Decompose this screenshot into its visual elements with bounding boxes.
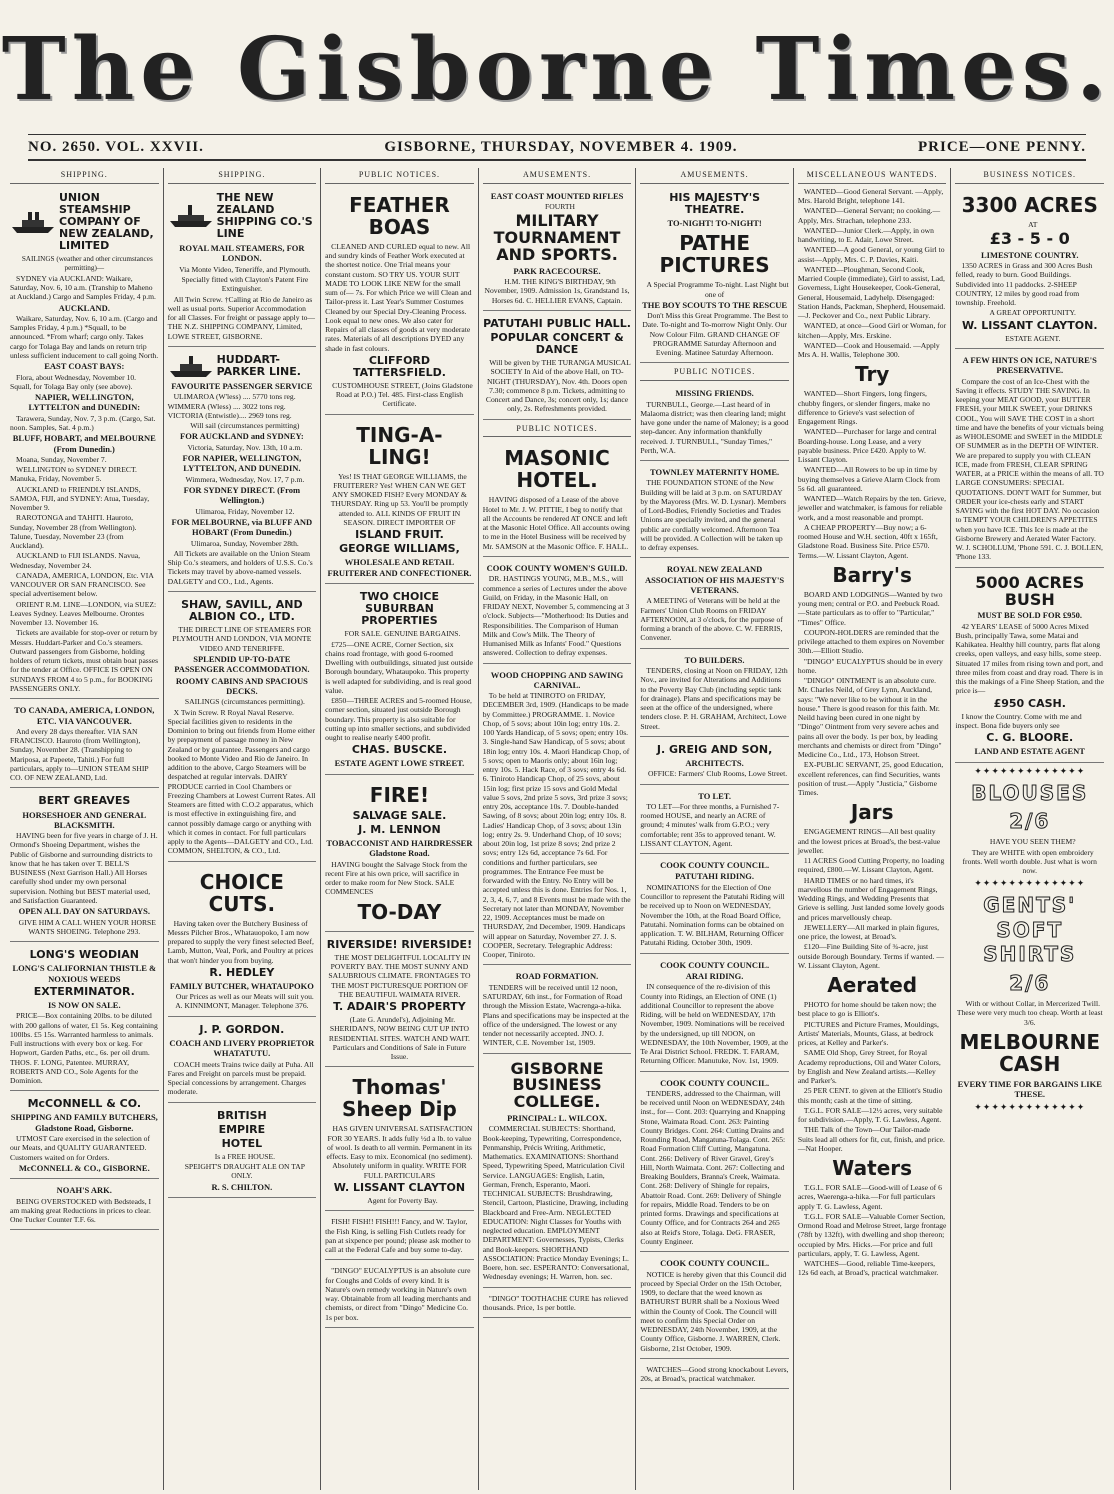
section-heading: FOR MELBOURNE, via BLUFF AND HOBART (From Dunedin.) xyxy=(171,516,313,538)
section-heading: EAST COAST BAYS: xyxy=(44,361,125,372)
suburban-ad xyxy=(325,586,474,775)
text-block: With or without Collar, in Mercerized Twill. These were very much too cheap. Worth at least 3/6. xyxy=(956,999,1103,1027)
wanted-item: WANTED—General Servant; no cooking.—Apply, Mrs. Strachan, telephone 233. xyxy=(797,206,941,225)
ad-title: LONG'S WEODIAN xyxy=(29,948,139,962)
arai-riding-ad xyxy=(640,956,789,1072)
text-block: TENDERS, addressed to the Chairman, will be received until Noon on WEDNESDAY, 24th inst., for— Cont. 203: Quarrying and Knapping Stone, Waimata Road. Cont. 263: Painting County Bridges. Cont. 264: Cutting Drains and Rounding Road, Mangatuna-Tolaga. Cont. 265: Road Formation Cliff Cutting, Mangatuna. Cont. 266: Delivery of River Gravel, Grey's Hill, North Waimata. Cont. 267: Collecting and Breaking Boulders, Branna's Creek, Waimata. Cont. 268: Delivery of Shingle for repairs, Abattoir Road. Cont. 269: Delivery of Shingle for repairs, Middle Road. Tenders to be on printed forms. Drawings and specifications at County Office, and for Contracts 264 and 265 also at Reid's Store, Tolaga. DeG. FRASER, County Engineer. xyxy=(640,1088,786,1246)
ad-title: ISLAND FRUIT. xyxy=(355,528,444,542)
text-block: WELLINGTON to SYDNEY DIRECT. Manuka, Friday, November 5. xyxy=(10,465,137,484)
text-block: IN consequence of the re-division of this County into Ridings, an Election of ONE (1) additional Councillor to represent the above Riding, will be held on WEDNESDAY, 17th November, 1909. Nominations will be received by the undersigned, up till NOON, on WEDNESDAY, the 10th November, 1909, at the Te Arai District School. FREDK. T. FARAM, Returning Officer. Manutuke, Nov. 1st, 1909. xyxy=(640,982,789,1066)
ad-title: McCONNELL & CO., GISBORNE. xyxy=(18,1162,150,1173)
text-block: FOR SALE. GENUINE BARGAINS. xyxy=(344,629,461,639)
wanted-item: WANTED—A good General, or young Girl to assist—Apply, Mrs. C. P. Davies, Kaiti. xyxy=(797,245,945,264)
ad-title: HOTEL xyxy=(221,1136,263,1150)
ting-a-ling-ad xyxy=(325,417,474,584)
text-block: Ulimaroa, Sunday, November 28th. xyxy=(190,538,299,548)
wanted-item: HARD TIMES or no hard times, it's marvellous the number of Engagement Rings, Wedding Rings, and Wedding Presents that Grieve is selling. Just landed some lovely goods and prices marvellously cheap. xyxy=(797,875,945,922)
ad-subtitle: FAMILY BUTCHER, WHATAUPOKO xyxy=(169,980,314,991)
wanted-item: PHOTO for home should be taken now; the best place to go is Elliott's. xyxy=(797,1000,937,1019)
ad-title: A FEW HINTS ON ICE, NATURE'S PRESERVATIVE. xyxy=(962,355,1097,376)
text-block: 42 YEARS' LEASE of 5000 Acres Mixed Bush, principally Tawa, some Matai and Kahikatea. Healthy hill country, parts flat along creeks, open valleys, and easy hills, some steep. Situated 17 miles from rising town and port, and three miles from coast and dray road. There is in this the makings of a Fine Sheep Station, and the price is— xyxy=(955,621,1104,696)
ad-subtitle: MUST BE SOLD FOR £950. xyxy=(977,610,1082,621)
column-5 xyxy=(636,168,794,1490)
ad-title: TWO CHOICE SUBURBAN PROPERTIES xyxy=(359,590,440,628)
ad-title: EXTERMINATOR. xyxy=(33,984,135,998)
ad-subtitle: EVERY TIME FOR BARGAINS LIKE THESE. xyxy=(957,1078,1102,1100)
wanted-item: WANTED—Good General Servant. —Apply, Mrs. Harold Bright, telephone 141. xyxy=(797,186,944,205)
ornament-divider: ✦✦✦✦✦✦✦✦✦✦✦✦✦ xyxy=(974,878,1086,889)
text-block: SAILINGS (circumstances permitting). xyxy=(184,697,305,707)
masthead-title: The Gisborne Times. xyxy=(1,18,1113,120)
text-block: FOURTH xyxy=(545,202,575,212)
text-block: Will sail (circumstances permitting) xyxy=(190,421,300,431)
text-block: Our Prices as well as our Meats will suit you. A. KINNIMONT, Manager. Telephone 376. xyxy=(175,992,314,1011)
riverside-ad xyxy=(325,934,474,1068)
ad-subtitle: ARAI RIDING. xyxy=(685,970,744,981)
text-block: All Tickets are available on the Union Steam Ship Co.'s steamers, and holders of U.S.S. Co.'s Tickets may travel by above-named vessels. DALGETY and CO., Ltd., Agents. xyxy=(167,548,313,586)
veterans-ad xyxy=(640,560,789,648)
ad-subtitle: THE BOY SCOUTS TO THE RESCUE xyxy=(642,299,788,310)
text-block: They are WHITE with open embroidery fronts. Well worth double. Just what is worn now. xyxy=(962,847,1097,876)
text-block: £725—ONE ACRE, Corner Section, six chains road frontage, with good 6-roomed Dwelling with outbuildings, situated just outside Borough boundary, Whataupoko. This property is well adapted for subdividing, and is real good value. xyxy=(325,639,473,695)
section-heading: AUCKLAND. xyxy=(58,302,110,313)
text-block: Don't Miss this Great Programme. The Best to Date. To-night and To-morrow Night Only. Our Now Colour Film. GRAND CHANGE OF PROGRAMME Saturday Afternoon and Evening. Matinee Saturday Afternoon. xyxy=(642,311,789,358)
ice-ad xyxy=(955,351,1104,568)
ad-subtitle: PATUTAHI RIDING. xyxy=(675,871,755,882)
limestone-ad xyxy=(955,187,1104,349)
ad-title: TO-DAY xyxy=(357,899,442,924)
wanted-item: WATCHES—Good, reliable Time-keepers, 12s 6d each, at Broad's, practical watchmaker. xyxy=(797,1259,939,1278)
text-block: Wimmera, Wednesday, Nov. 17, 7 p.m. xyxy=(185,474,305,484)
steamship-icon xyxy=(168,203,214,229)
ad-title: 3300 ACRES xyxy=(961,192,1098,217)
wanted-item: WANTED—All Rowers to be up in time by buying themselves a Grieve Alarm Clock from 5s 6d. all guaranteed. xyxy=(797,465,941,493)
text-block: THE FOUNDATION STONE of the New Building will be laid at 3 p.m. on SATURDAY by the Mayoress (Mrs. W. D. Lysnar). Members of Lord-Bodies, Friendly Societies and Trades Unions are specially invited, and the general public are cordially welcomed. Afternoon Tea will be provided. A Collection will be taken up to defray expenses. xyxy=(640,478,787,553)
ad-title: SALVAGE SALE. xyxy=(352,808,447,822)
ad-title: COOK COUNTY COUNCIL. xyxy=(660,1077,770,1088)
ad-price: 2/6 xyxy=(1009,809,1051,834)
text-block: THE DIRECT LINE OF STEAMERS FOR PLYMOUTH AND LONDON, VIA MONTE VIDEO AND TENERIFFE. xyxy=(172,625,312,653)
greaves-ad xyxy=(10,790,159,942)
text-block: THE MOST DELIGHTFUL LOCALITY IN POVERTY BAY. THE MOST SUNNY AND SALUBRIOUS CLIMATE. FRONTAGES TO THE MOST PICTURESQUE PORTION OF THE BEAUTIFUL WAIMATA RIVER. xyxy=(328,952,471,999)
theatre-ad xyxy=(640,187,789,364)
toothache-ad xyxy=(483,1290,632,1319)
text-block: ESTATE AGENT. xyxy=(1005,333,1061,343)
text-block: H.M. THE KING'S BIRTHDAY, 9th November, 1909. Admission 1s, Grandstand 1s, Horses 6d. C. HELLIER EVANS, Captain. xyxy=(484,277,630,305)
ad-title: GENTS' SOFT SHIRTS xyxy=(983,893,1077,967)
ad-title: COOK COUNTY COUNCIL. xyxy=(660,1258,770,1269)
text-block: CUSTOMHOUSE STREET, (Joins Gladstone Road at P.O.) Tel. 485. First-class English Certificate. xyxy=(332,380,473,409)
text-block: AUCKLAND to FIJI ISLANDS. Navua, Wednesday, November 24. xyxy=(10,551,141,570)
text-block: Will be given by THE TURANGA MUSICAL SOCIETY In Aid of the above Hall, on TO-NIGHT (THURSDAY), Nov. 4th. Doors open 7.30; commence 8 p.m. Tickets, admitting to Concert and Dance, 3s; concert only, 1s; dance only, 2s. Refreshments provided. xyxy=(485,358,631,414)
tournament-ad xyxy=(483,187,632,311)
nz-shipping-ad xyxy=(168,187,317,347)
ad-title: BERT GREAVES xyxy=(38,794,131,808)
text-block: WATCHES—Good strong knockabout Levers, 20s, at Broad's, practical watchmaker. xyxy=(640,1364,789,1384)
column-heading: AMUSEMENTS. xyxy=(640,168,789,184)
section-heading: IS NOW ON SALE. xyxy=(47,999,121,1010)
watches-ad xyxy=(640,1361,789,1390)
text-block: Is a FREE HOUSE. xyxy=(214,1151,276,1161)
ad-title: COOK COUNTY COUNCIL. xyxy=(660,860,770,871)
place-date: GISBORNE, THURSDAY, NOVEMBER 4. 1909. xyxy=(384,138,738,155)
text-block: COMMERCIAL SUBJECTS: Shorthand, Book-keeping, Typewriting, Correspondence, Penmanship, Précis Writing, Arithmetic, Mathematics. EXAMINATIONS: Shorthand Speed, Typewriting Speed, Matriculation Civil Service. LANGUAGES: English, Latin, German, French, Esperanto, Maori. TECHNICAL SUBJECTS: Brushdrawing, Stencil, Cartoon, Plasticine, Drawing, including Blackboard and Free-Arm. NEGLECTED EDUCATION: Night Classes for Youths with neglected education. EMPLOYMENT DEPARTMENT: Governesses, Typists, Clerks and Book-keepers. SHORTHAND ASSOCIATION: Practice Monday Evenings; L. Boere, hon. sec. ESPERANTO: Conversational, Wednesday evenings; H. Warren, hon. sec. xyxy=(482,1124,629,1282)
column-2 xyxy=(164,168,322,1490)
text-block: "DINGO" EUCALYPTUS is an absolute cure for Coughs and Colds of every kind. It is Nature's own remedy working in Nature's own way. Obtainable from all leading merchants and chemists, or direct from "Dingo" Medicine Co. 1s per box. xyxy=(325,1266,471,1322)
missing-friends-ad xyxy=(640,384,789,461)
gordon-ad xyxy=(168,1019,317,1103)
column-4 xyxy=(479,168,637,1490)
text-block: NOMINATIONS for the Election of One Councillor to represent the Patutahi Riding will be received up to Noon on WEDNESDAY, November the 10th, at the Road Board Office, Patutahi. Nomination forms can be obtained on application. T. W. BILHAM, Returning Officer Patutahi Riding. October 30th, 1909. xyxy=(640,882,785,948)
section-heading: BLUFF, HOBART, and MELBOURNE (From Dunedin.) xyxy=(12,433,156,454)
ad-subtitle: ROYAL MAIL STEAMERS, FOR LONDON. xyxy=(179,243,305,264)
text-block: ULIMAROA (W'less) .... 5770 tons reg. WIMMERA (Wless) .... 3022 tons reg. VICTORIA (Entwistle).... 2969 tons reg. xyxy=(167,392,296,420)
text-block: 1350 ACRES in Grass and 300 Acres Bush felled, ready to burn. Good Buildings. Subdivided into 11 paddocks. 2-SHEEP COUNTRY, 12 miles by good road from township. Freehold. xyxy=(955,261,1093,308)
display-word: Aerated xyxy=(827,973,918,997)
ad-title: 5000 ACRES BUSH xyxy=(975,572,1085,609)
choice-cuts-ad xyxy=(168,864,317,1017)
ad-title: BRITISH xyxy=(217,1108,267,1122)
ad-title: J. M. LENNON xyxy=(358,822,441,836)
text-block: A Special Programme To-night. Last Night but one of xyxy=(646,280,789,299)
section-heading: FOR NAPIER, WELLINGTON, LYTTELTON, AND DUNEDIN. xyxy=(182,453,302,474)
ad-title: C. G. BLOORE. xyxy=(986,731,1074,745)
columns xyxy=(6,168,1108,1490)
text-block: To be held at TINIROTO on FRIDAY, DECEMBER 3rd, 1909. (Handicaps to be made by Committee.) PROGRAMME. 1. Novice Chop, of 5 sovs; about 10in log; entry 10s. 2. 100 Yards Handicap, of 5 sovs; open; entry 10s. 3. Single-hand Saw Handicap, of 5 sovs; about 18in log; entry 10s. 4. Maori Handicap Chop, of 5 sovs; open to Maoris only; about 16in log; entry 10s. 5. Hack Race, of 3 sovs; entry 4s 6d. 6. Tiniroto Handicap Chop, of 25 sovs, about 15in log; first prize 15 sovs and Gold Medal value 5 sovs, 2nd prize 5 sovs, 3rd prize 3 sovs; entry 20s, acceptance 10s. 7. Double-handed Sawing, of 8 sovs; about 20in log; entry 10s. 8. Ladies' Handicap Chop, of 3 sovs; about 13in log; entry 2s. 9. Underhand Chop, of 10 sovs; about 20in log, 1st prize 8 sovs; 2nd prize 2 sovs; entry 12s 6d, acceptance 7s 6d. For conditions and further particulars, see programmes. The Entrance Fee must be forwarded with the Entry. No Entry will be accepted unless this is done. Entries for Nos. 1, 2, 3, 4, 6, 7, and 8 Events must be made with the Secretary not later than MONDAY, November 22, 1909. Acceptances must be made on THURSDAY, 2nd December, 1909. Handicaps will appear on Saturday, November 27. J. S. COOPER, Secretary. Telegraphic Address: Cooper, Tiniroto. xyxy=(482,691,631,960)
ad-subtitle: COACH AND LIVERY PROPRIETOR WHATATUTU. xyxy=(169,1037,315,1059)
ad-subtitle: PRINCIPAL: L. WILCOX. xyxy=(507,1112,607,1123)
text-block: PRICE—Box containing 20lbs. to be diluted with 200 gallons of water, £1 5s. Keg containing 100lbs. £5 15s. Warranted harmless to animals. Full instructions with every box or keg. For Hopwort, Garden Paths, etc., 6s. per oil drum. THOS. F. LONG, Patentee. MURRAY, ROBERTS AND CO., Sole Agents for the Dominion. xyxy=(10,1011,158,1086)
ad-title: MISSING FRIENDS. xyxy=(675,388,754,399)
ad-title: NOAH'S ARK. xyxy=(56,1185,112,1196)
wanted-item: PICTURES and Picture Frames, Mouldings, Artists' Materials, Mounts, Glass, at bedrock prices, at Kelley and Parker's. xyxy=(797,1019,939,1047)
column-6 xyxy=(794,168,952,1490)
ad-title: W. LISSANT CLAYTON. xyxy=(962,318,1098,332)
noxious-weed-ad xyxy=(640,1254,789,1359)
ad-title: J. GREIG AND SON, xyxy=(656,742,773,756)
ad-subtitle: TOBACCONIST AND HAIRDRESSER Gladstone Road. xyxy=(326,838,473,859)
ad-title: CHAS. BUSCKE. xyxy=(351,743,448,757)
fire-sale-ad xyxy=(325,777,474,932)
text-block: AUCKLAND to FRIENDLY ISLANDS, SAMOA, FIJI, and SYDNEY: Atua, Tuesday, November 9. xyxy=(10,484,150,513)
weodian-ad xyxy=(10,944,159,1091)
text-block: DR. HASTINGS YOUNG, M.B., M.S., will commence a series of Lectures under the above Guild, on Friday, in the Masonic Hall, on FRIDAY NEXT, November 5, commencing at 3 o'clock. Subjects—"Motherhood: Its Duties and Responsibilities. The Comparison of Human Milk and Cow's Milk. The Theory of Humanised Milk as Infants' Food." Questions answered. Collection to defray expenses. xyxy=(482,574,630,658)
builders-ad xyxy=(640,651,789,737)
wanted-item: ENGAGEMENT RINGS—All best quality and the lowest prices at Broad's, the best-value jeweller. xyxy=(797,827,941,855)
ad-price: £3 - 5 - 0 xyxy=(989,229,1070,248)
text-block: All Twin Screw. †Calling at Rio de Janeiro as well as usual ports. Superior Accommodation for all Classes. For freight or passage apply to—THE N.Z. SHIPPING COMPANY, Limited, LOWE STREET, GISBORNE. xyxy=(167,294,315,341)
text-block: HAVING been for five years in charge of J. H. Ormond's Shoeing Department, wishes the Public of Gisborne and surrounding districts to know that he has taken over T. BELL'S BUSINESS (Next Garrison Hall.) All Horses carefully shod under my own personal supervision. Nothing but BEST material used, and Satisfaction Guaranteed. xyxy=(10,831,158,905)
text-block: TO LET—For three months, a Furnished 7-roomed HOUSE, and nearly an ACRE of ground; 4 minutes' walk from G.P.O.; very comfortable; rent 35s to approved tenant. W. LISSANT CLAYTON, Agent. xyxy=(640,801,780,848)
ad-title: EMPIRE xyxy=(218,1122,266,1136)
ad-subtitle: HORSESHOER AND GENERAL BLACKSMITH. xyxy=(22,809,147,830)
text-block: HAVING bought the Salvage Stock from the recent Fire at his own price, will sacrifice in order to make room for New Stock. SALE COMMENCES xyxy=(325,859,468,897)
text-block: Victoria, Saturday, Nov. 13th, 10 a.m. xyxy=(187,442,303,452)
huddart-ad xyxy=(168,349,317,592)
display-word: Try xyxy=(855,362,890,387)
shaw-savill-ad xyxy=(168,594,317,862)
section-heading: FOR SYDNEY DIRECT. (From Wellington.) xyxy=(183,484,301,506)
text-block: TENDERS, closing at Noon on FRIDAY, 12th Nov., are invited for Alterations and Additions to the Poverty Bay Club (including septic tank for drainage). Plans and specifications may be seen at the office of the undersigned, where tenders close. P. H. GRAHAM, Architect, Lowe Street. xyxy=(640,666,788,731)
ad-title: CHOICE CUTS. xyxy=(199,869,284,916)
wanted-item: WANTED—Cook and Housemaid. —Apply Mrs A. H. Wallis, Telephone 300. xyxy=(797,340,940,359)
ad-signature: R. S. CHILTON. xyxy=(211,1181,273,1192)
wanted-item: "DINGO" EUCALYPTUS should be in every home. xyxy=(797,656,943,675)
text-block: CLEANED AND CURLED equal to new. All and sundry kinds of Feather Work executed at the shortest notice. One Trial means your constant custom. SO TRY US. YOUR SUIT MADE TO LOOK LIKE NEW for the small sum of— 7s. For which Price we will Clean and Tailor-press it. Last Year's Summer Costumes Cleaned by our Special Dry-Cleaning Process. Look equal to new ones. We also cater for Repairs of all classes of goods at very moderate rates. Materials of all descriptions DYED any shade in fast colours. xyxy=(325,241,472,353)
text-block: UTMOST Care exercised in the selection of our Meats, and QUALITY GUARANTEED. Customers waited on for Orders. xyxy=(10,1134,150,1162)
union-title: UNION STEAMSHIP COMPANY OF NEW ZEALAND, LIMITED xyxy=(59,190,154,253)
feather-boas-ad xyxy=(325,187,474,415)
text-block: ORIENT R.M. LINE—LONDON, via SUEZ: Leaves Sydney. Leaves Melbourne. Orontes November 13. November 16. xyxy=(10,599,157,628)
column-heading: SHIPPING. xyxy=(168,168,317,184)
text-block: (Late G. Arundel's), Adjoining Mr. SHERIDAN'S, NOW BEING CUT UP INTO RESIDENTIAL SITES. WATCH AND WAIT. Particulars and Conditions of Sale in Future Issue. xyxy=(328,1015,470,1062)
ad-subtitle: ARCHITECTS. xyxy=(685,757,744,768)
sheep-dip-ad xyxy=(325,1069,474,1211)
patutahi-riding-ad xyxy=(640,856,789,953)
ad-title: CLIFFORD TATTERSFIELD. xyxy=(352,353,446,379)
ad-subtitle: EAST COAST MOUNTED RIFLES xyxy=(490,190,624,201)
text-block: COACH meets Trains twice daily at Puha. All Fares and Freight on parcels must be prepaid. Special concessions by arrangement. Charges moderate. xyxy=(167,1059,314,1097)
wood-chopping-ad xyxy=(483,666,632,966)
ad-title: GISBORNE BUSINESS COLLEGE. xyxy=(510,1058,604,1112)
steamship-icon xyxy=(168,353,214,379)
bush-ad xyxy=(955,570,1104,763)
text-block: SPEIGHT'S DRAUGHT ALE ON TAP ONLY. xyxy=(184,1162,306,1181)
masonic-ad xyxy=(483,440,632,557)
wanted-item: JEWELLERY—All marked in plain figures, one price, the lowest, at Broad's. xyxy=(797,922,940,941)
union-ad xyxy=(10,187,159,699)
section-heading: ROOMY CABINS AND SPACIOUS DECKS. xyxy=(175,675,308,696)
ad-subtitle: FAVOURITE PASSENGER SERVICE xyxy=(171,381,313,392)
ad-title: MILITARY TOURNAMENT AND SPORTS. xyxy=(493,211,621,264)
wanted-item: 25 PER CENT. to given at the Elliott's Studio this month; cash at the time of sitting. xyxy=(797,1086,943,1105)
column-1 xyxy=(6,168,164,1490)
wanted-item: WANTED, at once—Good Girl or Woman, for kitchen—Apply, Mrs. Erskine. xyxy=(797,321,947,340)
ad-title: R. HEDLEY xyxy=(209,965,275,979)
ad-title: COOK COUNTY COUNCIL. xyxy=(660,959,770,970)
masthead xyxy=(0,0,1114,138)
ad-title: MASONIC HOTEL. xyxy=(504,446,610,493)
text-block: Agent for Poverty Bay. xyxy=(367,1196,438,1206)
wanted-item: T.G.L. FOR SALE—Valuable Corner Section, Ormond Road and Melrose Street, large frontage (78ft by 132ft), with dwelling and shop thereon; occupied by Mrs. Hicks.—For price and full particulars, apply, T. G. Lawless, Agent. xyxy=(797,1211,947,1258)
ad-title: POPULAR CONCERT & DANCE xyxy=(490,330,624,357)
text-block: A MEETING of Veterans will be held at the Farmers' Union Club Rooms on FRIDAY AFTERNOON, at 3 o'clock, for the purpose of forming a branch of the above. C. W. FERRIS, Convener. xyxy=(640,596,783,643)
column-3 xyxy=(321,168,479,1490)
text-block: HAS GIVEN UNIVERSAL SATISFACTION FOR 30 YEARS. It adds fully ½d a lb. to value of wool. Is death to all vermin. Permanent in its effects. Easy to mix. Economical (no sediment). Absolutely uniform in quality. WRITE FOR FULL PARTICULARS xyxy=(326,1124,473,1180)
ad-price: £950 CASH. xyxy=(993,696,1066,710)
nz-shipping-header xyxy=(168,190,317,242)
text-block: HAVING disposed of a Lease of the above Hotel to Mr. J. W. PITTIE, I beg to notify that all the Accounts be rendered AT ONCE and left at the Masonic Hotel Office. All accounts owing to me in the Hotel Business will be received by Mr. SAMSON at the Masonic Office. F. HALL. xyxy=(482,495,630,551)
text-block: BEING OVERSTOCKED with Bedsteads, I am making great Reductions in prices to clear. One Tucker Counter T.F. 6s. xyxy=(10,1196,152,1225)
wanted-item: "DINGO" OINTMENT is an absolute cure. Mr. Charles Neild, of Grey Lynn, Auckland, says: "We never like to be without it in the house." There is good reason for this faith. Mr. Neild having been cured in one night by "Dingo" Ointment from very severe aches and pains all over the body. 1s per box, by leading merchants and chemists or direct from "Dingo" Medicine Co., Ltd., 173, Hobson Street. xyxy=(797,676,942,759)
tenders-ad xyxy=(640,1074,789,1253)
wanted-item: WANTED—Short Fingers, long fingers, chubby fingers, or slender fingers, make no difference to Grieve's vast selection of Engagement Rings. xyxy=(797,389,930,426)
text-block: NOTICE is hereby given that this Council did proceed by Special Order on the 15th October, 1909, to declare that the weed known as BATHURST BURR shall be a Noxious Weed within the County of Cook. The Council will meet to confirm this Special Order on WEDNESDAY, 24th November, 1909, at the County Office, Gisborne. J. WARREN, Clerk. Gisborne, 21st October, 1909. xyxy=(640,1269,787,1353)
guild-ad xyxy=(483,559,632,664)
ad-price: 2/6 xyxy=(1009,970,1051,995)
ad-title: ROAD FORMATION. xyxy=(515,971,599,982)
section-heading: NAPIER, WELLINGTON, LYTTELTON and DUNEDIN: xyxy=(28,392,141,413)
ad-title: GEORGE WILLIAMS, xyxy=(339,542,460,556)
column-7 xyxy=(951,168,1108,1490)
union-header xyxy=(10,190,159,254)
concert-ad xyxy=(483,313,632,420)
ad-title: HIS MAJESTY'S THEATRE. xyxy=(669,190,760,216)
text-block: Flora, about Wednesday, November 10. Squall, for Tolaga Bay only (see above). xyxy=(10,372,137,391)
text-block: X Twin Screw. R Royal Naval Reserve. Special facilities given to residents in the Dominion to bring out friends from Home either by prepayment of passage money in New Zealand or by guarantee. Passengers and cargo booked to Monte Video and Rio de Janeiro. In addition to the above, Cargo Steamers will be despatched at regular intervals. DAIRY PRODUCE carried in Cool Chambers or Freezing Chambers at Lowest Current Rates. All Steamers are fitted with C.O.2 apparatus, which is most effective in extinguishing fire, and cannot possibly damage cargo or anything with which it comes in contact. For full particulars apply to the Agents—DALGETY and CO., Ltd. COMMON, SHELTON, & CO., Ltd. xyxy=(167,707,316,856)
column-heading: MISCELLANEOUS WANTEDS. xyxy=(798,168,947,184)
section-heading: OPEN ALL DAY ON SATURDAYS. xyxy=(18,906,150,917)
ad-title: THE NEW ZEALAND SHIPPING CO.'S LINE xyxy=(216,190,313,241)
ad-title: Thomas' Sheep Dip xyxy=(342,1075,457,1122)
issue-number: NO. 2650. VOL. XXVII. xyxy=(28,138,204,155)
british-empire-ad xyxy=(168,1105,317,1198)
ad-subtitle: SHIPPING AND FAMILY BUTCHERS, Gladstone Road, Gisborne. xyxy=(10,1112,158,1133)
text-block: RAROTONGA and TAHITI. Hauroto, Sunday, November 28 (from Wellington). Talune, Tuesday, November 23 (from Auckland). xyxy=(10,513,137,551)
column-heading: PUBLIC NOTICES. xyxy=(325,168,474,184)
text-block: Ulimaroa, Friday, November 12. xyxy=(195,506,295,516)
ad-title: MELBOURNE CASH xyxy=(959,1029,1101,1076)
section-heading: FOR AUCKLAND and SYDNEY: xyxy=(180,431,304,442)
steamship-icon xyxy=(10,209,56,235)
wanted-item: EX-PUBLIC SERVANT, 25, good Education, excellent references, can find Securities, wants position of trust.—Apply "Justicia," Gisborne Times. xyxy=(797,760,944,797)
price: PRICE—ONE PENNY. xyxy=(918,138,1086,155)
section-heading: PUBLIC NOTICES. xyxy=(483,422,632,438)
text-block: A GREAT OPPORTUNITY. xyxy=(989,308,1076,318)
canada-ad xyxy=(10,701,159,788)
ad-subtitle: WHOLESALE AND RETAIL FRUITERER AND CONFECTIONER. xyxy=(327,557,472,578)
text-block: TENDERS will be received until 12 noon, SATURDAY, 6th inst., for Formation of Road through the Mission Estate, Wacrenga-a-hika. Plans and specifications may be inspected at the office of the undersigned. The lowest or any tender not necessarily accepted. JNO. J. WINTER, C.E. November 1st, 1909. xyxy=(482,982,629,1048)
ad-subtitle: TO-NIGHT! TO-NIGHT! xyxy=(667,217,762,228)
greig-ad xyxy=(640,739,789,785)
ad-subtitle: LIMESTONE COUNTRY. xyxy=(981,249,1079,260)
section-heading: SPLENDID UP-TO-DATE PASSENGER ACCOMMODATION. xyxy=(174,653,310,675)
ad-title: McCONNELL & CO. xyxy=(27,1097,142,1111)
ad-title: W. LISSANT CLAYTON xyxy=(333,1180,466,1194)
ad-title: PATUTAHI PUBLIC HALL. xyxy=(483,316,631,330)
ornament-divider: ✦✦✦✦✦✦✦✦✦✦✦✦✦ xyxy=(974,1102,1086,1113)
wanted-item: WANTED—Purchaser for large and central Boarding-house. Long Lease, and a very payable business. Price £420. Apply to W. Lissant Clayton. xyxy=(797,427,937,464)
ad-subtitle: LAND AND ESTATE AGENT xyxy=(974,746,1085,757)
wanted-item: WANTED—Ploughman, Second Cook, Married Couple (immediate), Girl to assist, Lad, Governess, Light Housekeeper, Cook-General, General, Housemaid, Ladyhelp. Disengaged: Station Hands, Packman, Shepherd, Housemaid.—J. Peckover and Co., next Public Library. xyxy=(797,264,946,320)
display-word: Jars xyxy=(850,800,894,825)
ad-title: T. ADAIR'S PROPERTY xyxy=(333,1000,466,1014)
ad-title: BLOUSES xyxy=(971,780,1089,805)
ad-title: HUDDART-PARKER LINE. xyxy=(216,352,301,378)
column-heading: SHIPPING. xyxy=(10,168,159,184)
ad-subtitle: LONG'S CALIFORNIAN THISTLE & NOXIOUS WEEDS xyxy=(12,963,157,984)
noahs-ark-ad xyxy=(10,1181,159,1230)
ad-title: J. P. GORDON. xyxy=(199,1022,285,1036)
ad-title: ROYAL NEW ZEALAND ASSOCIATION OF HIS MAJESTY'S VETERANS. xyxy=(645,564,785,596)
ad-subtitle: ESTATE AGENT LOWE STREET. xyxy=(334,758,465,769)
wanted-item: COUPON-HOLDERS are reminded that the privilege attached to them expires on November 30th.—Elliott Studio. xyxy=(797,627,945,656)
ad-title: COOK COUNTY WOMEN'S GUILD. xyxy=(486,562,628,573)
dateline xyxy=(28,134,1086,161)
display-word: Barry's xyxy=(832,562,912,587)
townley-ad xyxy=(640,463,789,558)
ad-title: WOOD CHOPPING AND SAWING CARNIVAL. xyxy=(490,669,624,690)
text-block: FISH! FISH!! FISH!!! Fancy, and W. Taylor, the Fish King, is selling Fish Cutlets ready for pan at sixpence per pound; please ask mother to call at the Federal Cafe and buy some to-day. xyxy=(325,1217,471,1255)
union-subtitle: SAILINGS (weather and other circumstances permitting)— xyxy=(21,255,153,272)
huddart-header xyxy=(168,352,317,380)
ad-title: TO LET. xyxy=(698,790,731,801)
ad-title: TO BUILDERS. xyxy=(684,654,745,665)
ad-title: RIVERSIDE! RIVERSIDE! xyxy=(326,937,473,951)
text-block: Moana, Sunday, November 7. xyxy=(16,454,107,464)
wanted-item: £120—Fine Building Site of ¾-acre, just outside Borough Boundary. Terms if wanted. —W. Lissant Clayton, Agent. xyxy=(797,942,944,970)
text-block: Having taken over the Butchery Business of Messrs Pilcher Bros., Whatauopoko, I am now prepared to supply the very finest selected Beef, Lamb, Mutton, Veal, Pork, and Poultry at prices that won't hinder you from buying. xyxy=(167,918,314,965)
ad-title: SHAW, SAVILL, AND ALBION CO., LTD. xyxy=(181,597,303,623)
text-block: CANADA, AMERICA, LONDON, Etc. VIA VANCOUVER OR SAN FRANCISCO. See special advertisement below. xyxy=(10,570,154,599)
wanted-item: SAME Old Shop, Grey Street, for Royal Academy reproductions, Oil and Water Colors, by English and New Zealand artists.—Kelley and Parker's. xyxy=(797,1048,941,1085)
ad-title: PATHE PICTURES xyxy=(659,231,770,278)
column-heading: BUSINESS NOTICES. xyxy=(955,168,1104,184)
wanted-item: THE Talk of the Town—Our Tailor-made Suits lead all others for fit, cut, finish, and price.—Nat Hooper. xyxy=(797,1125,945,1153)
ad-title: TOWNLEY MATERNITY HOME. xyxy=(650,467,780,478)
wanted-item: T.G.L. FOR SALE—12½ acres, very suitable for subdivision.—Apply, T. G. Lawless, Agent. xyxy=(797,1105,943,1124)
business-college-ad xyxy=(483,1056,632,1288)
to-let-ad xyxy=(640,787,789,855)
dingo-ad xyxy=(325,1262,474,1328)
mcconnell-ad xyxy=(10,1093,159,1179)
ornament-divider: ✦✦✦✦✦✦✦✦✦✦✦✦✦ xyxy=(974,765,1086,776)
text-block: AT xyxy=(1028,219,1038,229)
ad-title: TING-A-LING! xyxy=(356,422,443,469)
road-formation-ad xyxy=(483,967,632,1053)
text-block: Waikare, Saturday, Nov. 6, 10 a.m. (Cargo and Samples Friday, 4 p.m.) *Squall, to be announced. *From wharf; cargo only. Takes cargo for Tolaga Bay and lands on return trip unless sufficient inducement to call going North. xyxy=(10,313,159,360)
ad-subtitle: PARK RACECOURSE. xyxy=(513,265,601,276)
text-block: And every 28 days thereafter. VIA SAN FRANCISCO. Hauroto (from Wellington), Sunday, November 28. (Transhipping to Mariposa, at Papeete, Tahiti.) For full particulars, apply to—UNION STEAM SHIP CO. OF NEW ZEALAND, Ltd. xyxy=(10,726,149,783)
fish-ad xyxy=(325,1213,474,1260)
text-block: Tarawera, Sunday, Nov. 7, 3 p.m. (Cargo, Sat. noon. Samples, Sat. 4 p.m.) xyxy=(10,413,156,432)
text-block: GIVE HIM A CALL WHEN YOUR HORSE WANTS SHOEING. Telephone 293. xyxy=(18,917,156,936)
text-block: Specially fitted with Clayton's Patent Fire Extinguisher. xyxy=(181,275,309,294)
wanted-item: WANTED—Junior Clerk.—Apply, in own handwriting, to E. Adair, Lowe Street. xyxy=(797,225,934,244)
ad-title: FIRE! xyxy=(369,782,430,807)
section-heading: PUBLIC NOTICES. xyxy=(640,365,789,381)
display-word: Waters xyxy=(832,1156,913,1180)
text-block: Yes! IS THAT GEORGE WILLIAMS, the FRUITERER? Yes! WHEN CAN WE GET ANY SMOKED FISH? Every MONDAY & THURSDAY. Ring up 53. You'll be promptly attended to. ALL KINDS OF FRUIT IN SEASON. DIRECT IMPORTER OF xyxy=(330,471,469,527)
column-heading: AMUSEMENTS. xyxy=(483,168,632,184)
wanted-item: WANTED—Watch Repairs by the ten. Grieve, jeweller and watchmaker, is famous for reliable work, and a most reasonable and prompt. xyxy=(797,494,947,522)
text-block: OFFICE: Farmers' Club Rooms, Lowe Street. xyxy=(648,769,788,779)
text-block: HAVE YOU SEEN THEM? xyxy=(989,837,1076,847)
text-block: Compare the cost of an Ice-Chest with the Saving it effects. STUDY THE SAVING. In keeping your MEAT GOOD, your BUTTER FRESH, your MILK SWEET, your DRINKS COOL, You will SAVE THE COST in a short time and have the benefits of your victuals being as WHOLESOME and SWEET in the MIDDLE OF SUMMER as in the DEPTH OF WINTER. We are prepared to supply you with CLEAN ICE, made from FRESH, CLEAR SPRING WATER, at a PRICE within the means of all. TO LARGE CONSUMERS: SPECIAL QUOTATIONS. DON'T WAIT for Summer, but ORDER your ice-chests early and START SAVING with the first HOT DAY. No occasion to TEMPT YOUR CHILDREN'S APPETITES when you have ICE. This Ice is made at the Gisborne Brewery and Aerated Water Factory. W. J. SCHOLLUM, 'Phone 591. C. J. BOLLEN, 'Phone 133. xyxy=(955,376,1104,562)
text-block: TURNBULL, George.—Last heard of in Malaoma district; was then clearing land; might have gone under the name of Maloney; is a good step-dancer. Any information thankfully received. J. TURNBULL, "Sunday Times," Perth, W.A. xyxy=(640,399,789,455)
section-heading: TO CANADA, AMERICA, LONDON, ETC. VIA VANCOUVER. xyxy=(14,705,155,726)
wanted-item: 11 ACRES Good Cutting Property, no loading required, £800.—W. Lissant Clayton, Agent. xyxy=(797,856,945,875)
ad-title: FEATHER BOAS xyxy=(349,192,450,239)
text-block: Via Monte Video, Teneriffe, and Plymouth. xyxy=(179,264,311,274)
text-block: Tickets are available for stop-over or return by Messrs. Huddart-Parker and Co.'s steamers. Outward passengers from Gisborne, holding holders of return tickets, must obtain boat passes for the tender at Office. OFFICE IS OPEN ON SUNDAYS FROM 4 to 5 p.m., for BOOKING PASSENGERS ONLY. xyxy=(10,628,159,693)
text-block: I know the Country. Come with me and inspect. Bona fide buyers only see xyxy=(955,711,1082,731)
text-block: £850—THREE ACRES and 5-roomed House, corner section, situated just outside Borough boundary. This property is also suitable for cutting up into smaller sections, and subdivided ought to realise nearly £400 profit. xyxy=(325,696,472,743)
text-block: SYDNEY via AUCKLAND: Waikare, Saturday, Nov. 6, 10 a.m. (Tranship to Maheno at Auckland.) Cargo and Samples Friday, 4 p.m. xyxy=(10,273,156,302)
wanted-item: T.G.L. FOR SALE—Good-will of Lease of 6 acres, Waerenga-a-hika.—For full particulars apply T. G. Lawless, Agent. xyxy=(797,1183,942,1211)
wanted-item: A CHEAP PROPERTY—Buy now; a 6-roomed House and W.H. section, 40ft x 165ft, Gladstone Road. Business Site. Price £570. Terms.—W. Lissant Clayton, Agent. xyxy=(797,522,938,560)
text-block: "DINGO" TOOTHACHE CURE has relieved thousands. Price, 1s per bottle. xyxy=(482,1293,628,1312)
wanted-item: BOARD AND LODGINGS—Wanted by two young men; central or P.O. and Peebuck Road.—State particulars as to offer to "Particular," "Times" Office. xyxy=(797,589,943,627)
